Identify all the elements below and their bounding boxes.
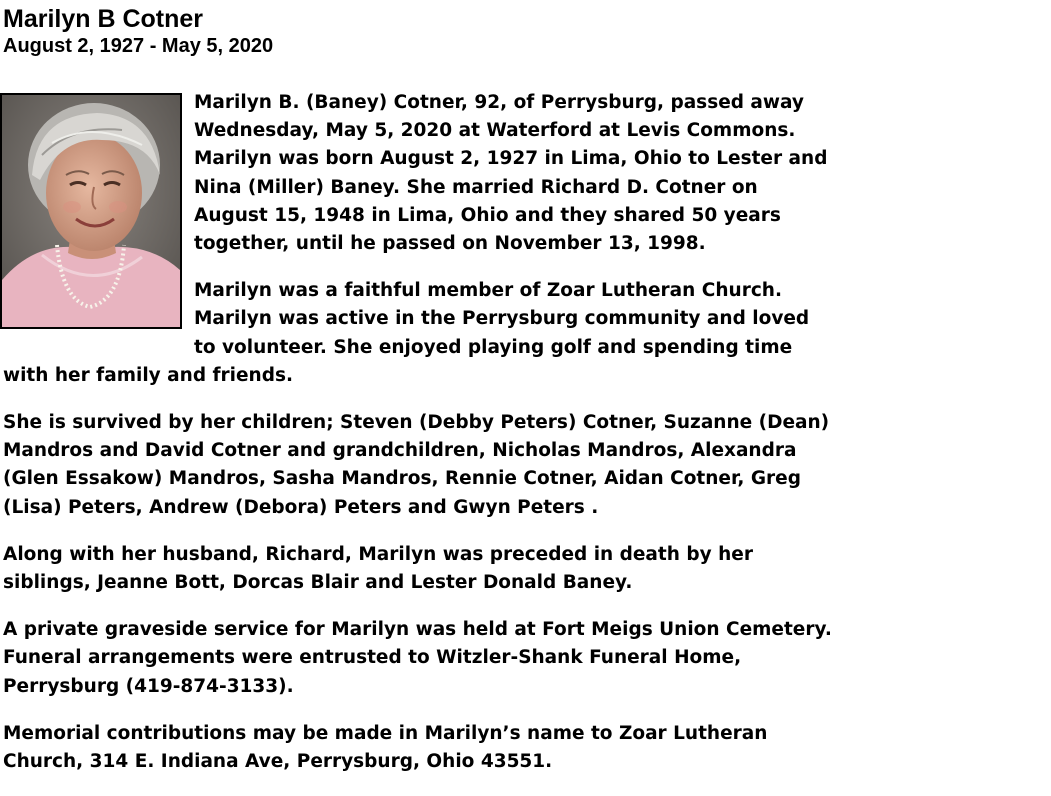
paragraph-4: Along with her husband, Richard, Marilyn was preceded in death by her siblings, Jeanne Bott, Dorcas Blair and Lester Donald Baney. xyxy=(3,543,753,594)
life-dates: August 2, 1927 - May 5, 2020 xyxy=(3,35,274,57)
paragraph-1-text: Marilyn B. (Baney) Cotner, 92, of Perrysburg, passed away Wednesday, May 5, 2020 at Waterford at Levis Commons. Marilyn was born August 2, 1927 in Lima, Ohio to Lester and Nina (Miller) Baney. She married Richard D. Cotner on August 15, 1948 in Lima, Ohio and they shared 50 years together, until he passed on November 13, 1998. xyxy=(194,92,828,255)
portrait-photo xyxy=(0,93,182,329)
paragraph-2: Marilyn was a faithful member of Zoar Lutheran Church. Marilyn was active in the Perrysburg community and loved to volunteer. She enjoyed playing golf and spending time with her family and friends. xyxy=(3,280,810,386)
paragraph-1 xyxy=(3,89,833,258)
paragraph-5: A private graveside service for Marilyn was held at Fort Meigs Union Cemetery. Funeral arrangements were entrusted to Witzler-Shank Funeral Home, Perrysburg (419-874-3133). xyxy=(3,619,832,697)
obituary-page xyxy=(3,4,1043,773)
paragraph-3: She is survived by her children; Steven (Debby Peters) Cotner, Suzanne (Dean) Mandros and David Cotner and grandchildren, Nicholas Mandros, Alexandra (Glen Essakow) Mandros, Sasha Mandros, Rennie Cotner, Aidan Cotner, Greg (Lisa) Peters, Andrew (Debora) Peters and Gwyn Peters . xyxy=(3,412,830,518)
obituary-body xyxy=(3,89,833,795)
paragraph-6: Memorial contributions may be made in Marilyn’s name to Zoar Lutheran Church, 314 E. Indiana Ave, Perrysburg, Ohio 43551. xyxy=(3,722,768,773)
page-title: Marilyn B Cotner xyxy=(3,5,204,33)
